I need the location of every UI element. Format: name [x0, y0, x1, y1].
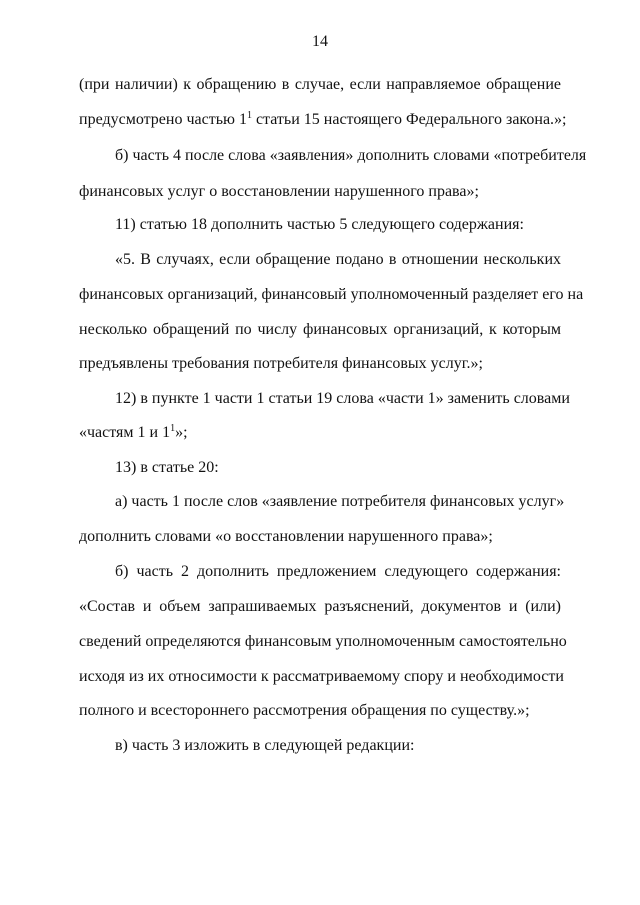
text-line: «5. В случаях, если обращение подано в отношении нескольких: [115, 251, 561, 268]
text-line: [79, 110, 567, 130]
text-line: 13) в статье 20:: [115, 459, 219, 476]
text-line: а) часть 1 после слов «заявление потребителя финансовых услуг»: [115, 493, 565, 510]
text-line: б) часть 2 дополнить предложением следующего содержания:: [115, 563, 561, 580]
superscript: 1: [170, 423, 176, 434]
text-line: исходя из их относимости к рассматриваемому спору и необходимости: [79, 668, 564, 685]
text-fragment: статьи 15 настоящего Федерального закона.»;: [251, 111, 567, 128]
text-line: 12) в пункте 1 части 1 статьи 19 слова «части 1» заменить словами: [115, 390, 570, 407]
text-line: сведений определяются финансовым уполномоченным самостоятельно: [79, 633, 567, 650]
text-line: финансовых услуг о восстановлении нарушенного права»;: [79, 183, 479, 200]
text-line: «Состав и объем запрашиваемых разъяснений, документов и (или): [79, 598, 561, 615]
superscript: 1: [246, 110, 252, 121]
page-number: 14: [312, 33, 328, 50]
text-line: б) часть 4 после слова «заявления» дополнить словами «потребителя: [115, 147, 587, 164]
text-line: 11) статью 18 дополнить частью 5 следующего содержания:: [115, 216, 524, 233]
text-line: предъявлены требования потребителя финансовых услуг.»;: [79, 355, 483, 372]
text-line: дополнить словами «о восстановлении нарушенного права»;: [79, 528, 493, 545]
text-line: несколько обращений по числу финансовых организаций, к которым: [79, 321, 561, 338]
text-fragment: «частям 1 и 1: [79, 424, 171, 441]
text-fragment: »;: [175, 424, 188, 441]
text-line: (при наличии) к обращению в случае, если направляемое обращение: [79, 76, 561, 93]
text-line: финансовых организаций, финансовый уполномоченный разделяет его на: [79, 286, 584, 303]
text-line: в) часть 3 изложить в следующей редакции:: [115, 737, 415, 754]
text-line: полного и всестороннего рассмотрения обращения по существу.»;: [79, 702, 530, 719]
text-fragment: предусмотрено частью 1: [79, 111, 247, 128]
text-line: [79, 423, 561, 443]
